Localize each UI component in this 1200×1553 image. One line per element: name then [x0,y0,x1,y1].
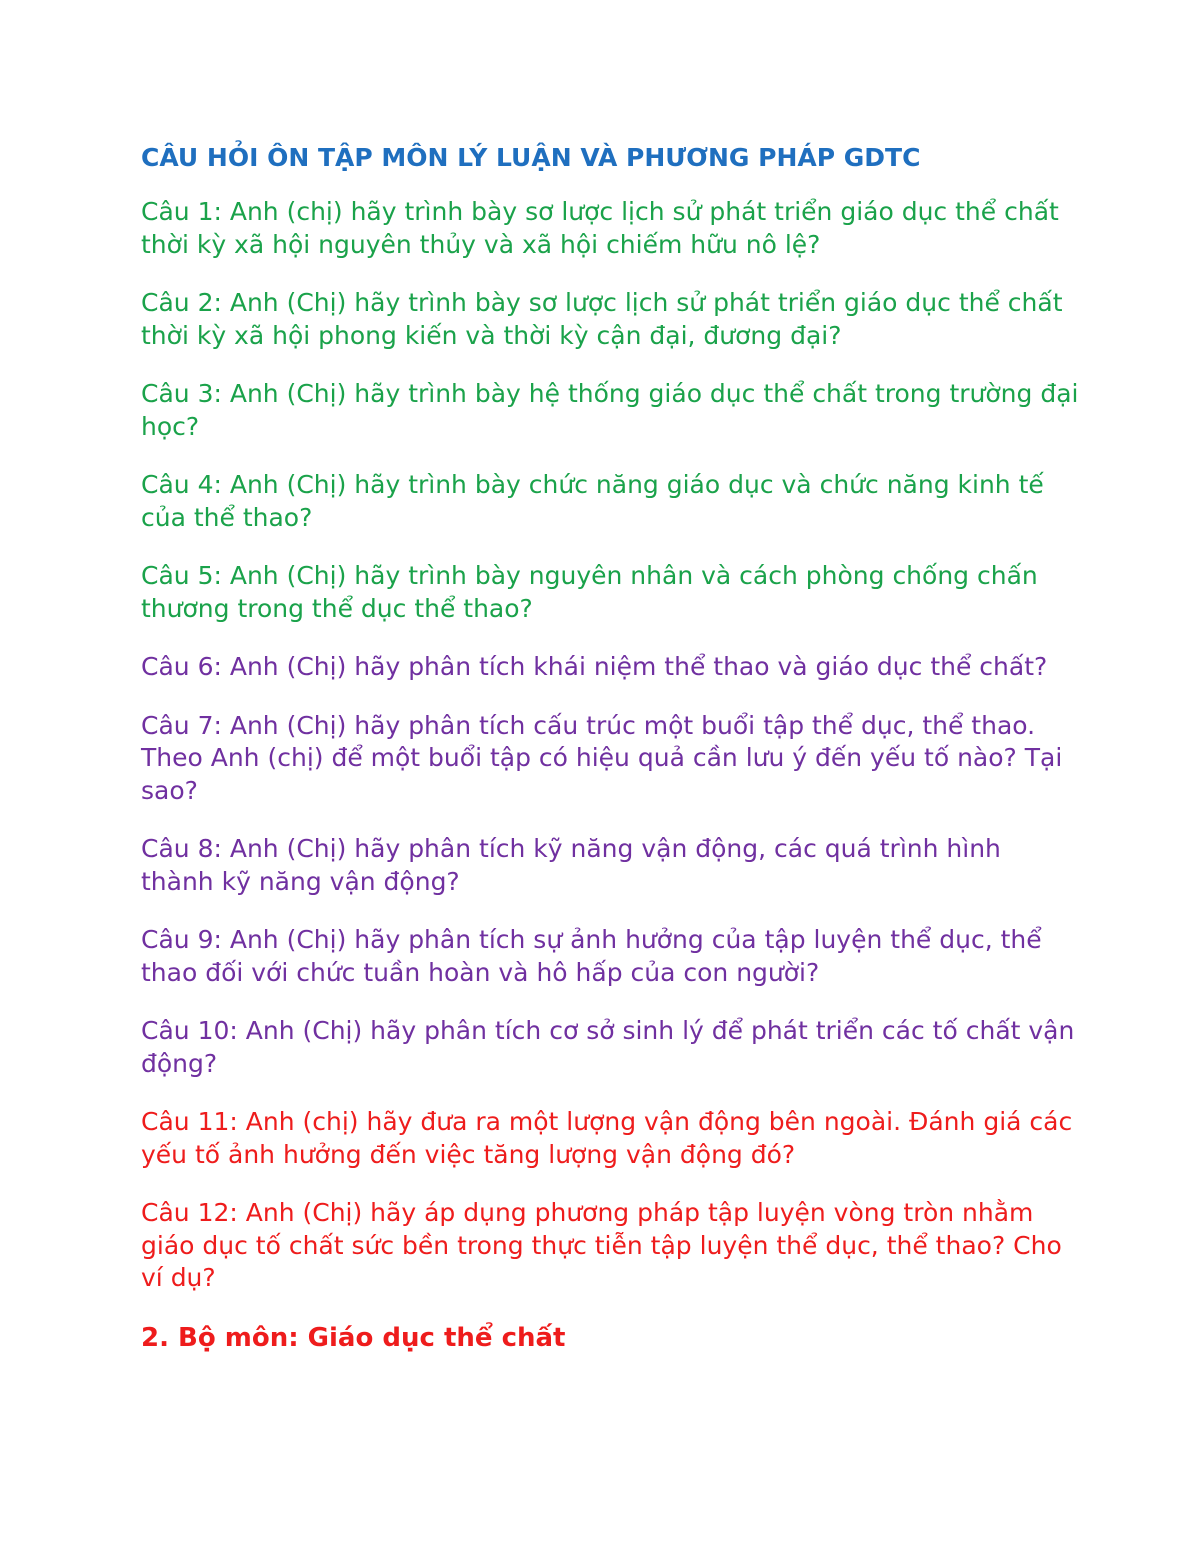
document-page [141,138,1081,1355]
question-12: Câu 12: Anh (Chị) hãy áp dụng phương pháp tập luyện vòng tròn nhằm giáo dục tố chất sức bền trong thực tiễn tập luyện thể dục, thể thao? Cho ví dụ? [141,1198,1062,1292]
question-9: Câu 9: Anh (Chị) hãy phân tích sự ảnh hưởng của tập luyện thể dục, thể thao đối với chức tuần hoàn và hô hấp của con người? [141,925,1042,987]
question-7: Câu 7: Anh (Chị) hãy phân tích cấu trúc một buổi tập thể dục, thể thao. Theo Anh (chị) để một buổi tập có hiệu quả cần lưu ý đến yếu tố nào? Tại sao? [141,710,1063,805]
question-11: Câu 11: Anh (chị) hãy đưa ra một lượng vận động bên ngoài. Đánh giá các yếu tố ảnh hưởng đến việc tăng lượng vận động đó? [141,1107,1073,1169]
question-2: Câu 2: Anh (Chị) hãy trình bày sơ lược lịch sử phát triển giáo dục thể chất thời kỳ xã hội phong kiến và thời kỳ cận đại, đương đại? [141,288,1063,350]
question-6: Câu 6: Anh (Chị) hãy phân tích khái niệm thể thao và giáo dục thể chất? [141,652,1048,681]
section-heading: 2. Bộ môn: Giáo dục thể chất [141,1322,566,1353]
question-8: Câu 8: Anh (Chị) hãy phân tích kỹ năng vận động, các quá trình hình thành kỹ năng vận động? [141,834,1001,896]
document-title: CÂU HỎI ÔN TẬP MÔN LÝ LUẬN VÀ PHƯƠNG PHÁP GDTC [141,143,921,172]
question-3: Câu 3: Anh (Chị) hãy trình bày hệ thống giáo dục thể chất trong trường đại học? [141,379,1079,441]
question-10: Câu 10: Anh (Chị) hãy phân tích cơ sở sinh lý để phát triển các tố chất vận động? [141,1016,1075,1078]
question-1: Câu 1: Anh (chị) hãy trình bày sơ lược lịch sử phát triển giáo dục thể chất thời kỳ xã hội nguyên thủy và xã hội chiếm hữu nô lệ? [141,197,1059,259]
question-5: Câu 5: Anh (Chị) hãy trình bày nguyên nhân và cách phòng chống chấn thương trong thể dục thể thao? [141,561,1038,623]
question-4: Câu 4: Anh (Chị) hãy trình bày chức năng giáo dục và chức năng kinh tế của thể thao? [141,470,1044,532]
